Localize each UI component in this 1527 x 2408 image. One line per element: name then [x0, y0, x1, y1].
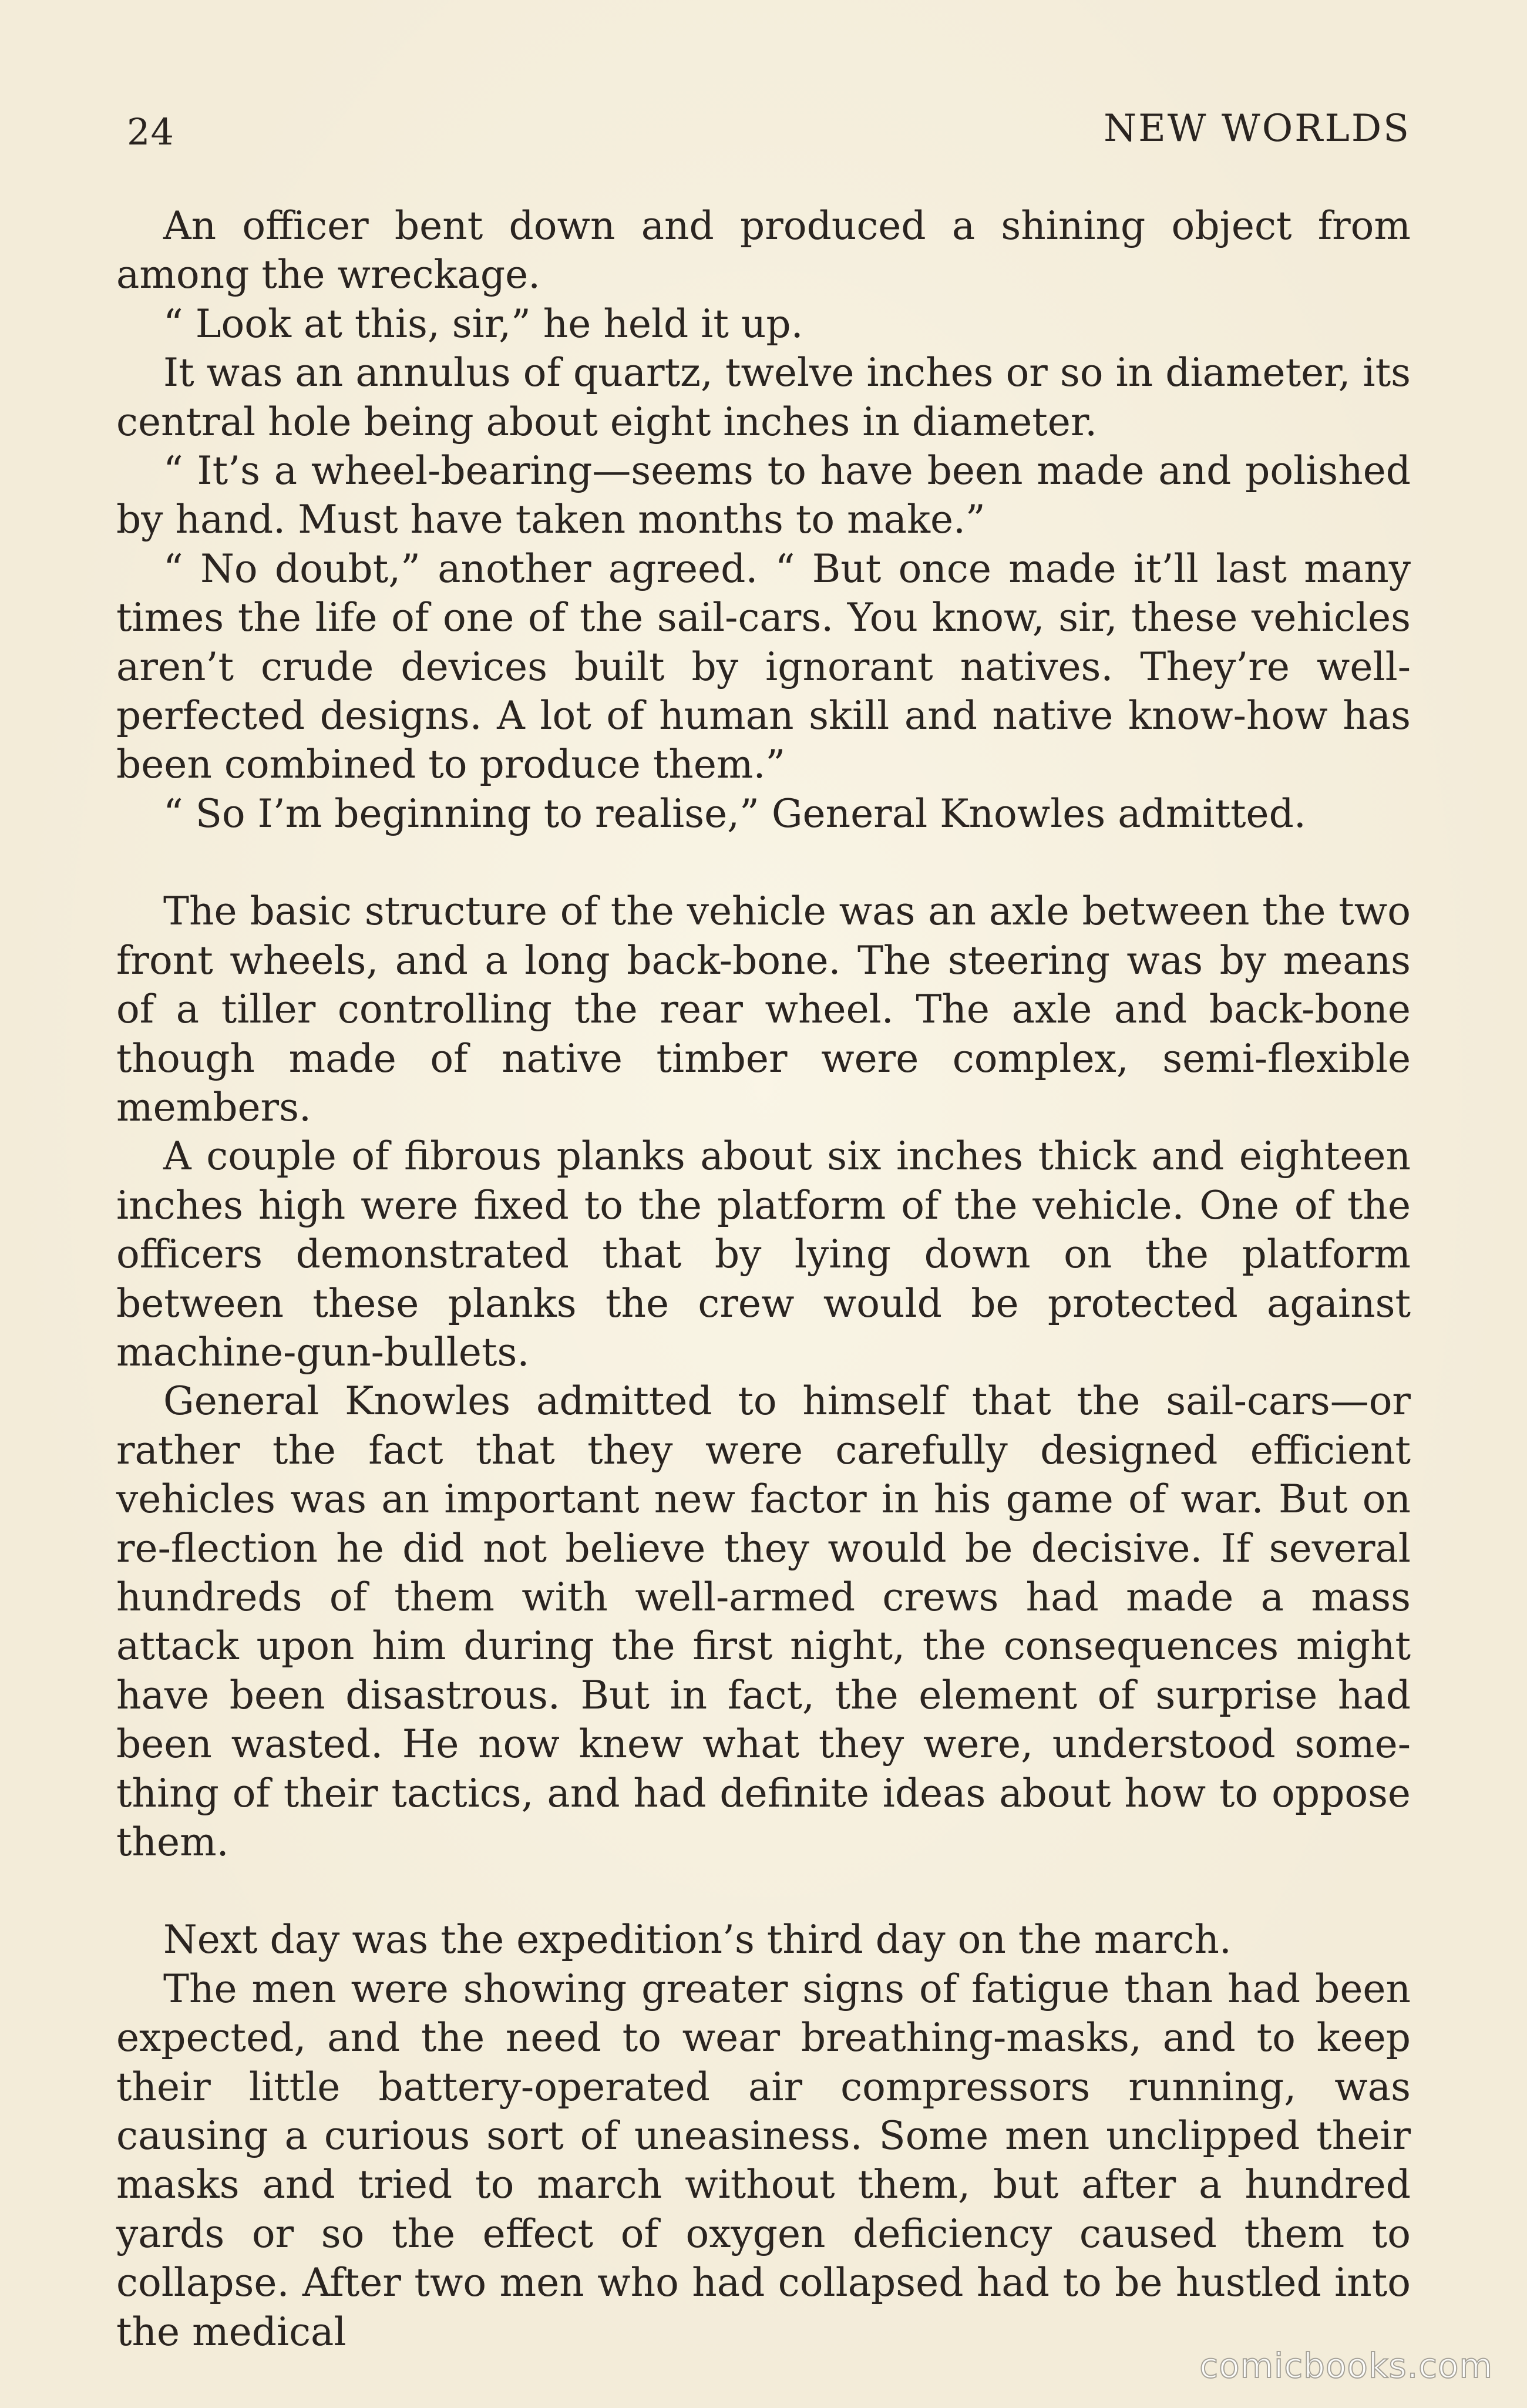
paragraph: The basic structure of the vehicle was an axle between the two front wheels, and a long back-bone. The steering was by means of a tiller controlling the rear wheel. The axle and back-bone though made of native timber were complex, semi-flexible members. — [116, 889, 1411, 1130]
paragraph: Next day was the expedition’s third day on the march. — [163, 1917, 1232, 1963]
paragraph: “ No doubt,” another agreed. “ But once made it’ll last many times the life of one of the sail-cars. You know, sir, these vehicles aren’t crude devices built by ignorant natives. They’re well-perfected designs. A lot of human skill and native know-how has been combined to produce them.” — [116, 546, 1411, 788]
paragraph: “ Look at this, sir,” he held it up. — [163, 301, 803, 347]
running-head — [116, 100, 1411, 164]
paragraph: The men were showing greater signs of fatigue than had been expected, and the need to wear breathing-masks, and to keep their little battery-operated air compressors running, was causing a curious sort of uneasiness. Some men unclipped their masks and tried to march without them, but after a hundred yards or so the effect of oxygen deficiency caused them to collapse. After two men who had collapsed had to be hustled into the medical — [116, 1966, 1411, 2355]
body-text — [116, 201, 1411, 2356]
paragraph: It was an annulus of quartz, twelve inches or so in diameter, its central hole being about eight inches in diameter. — [116, 350, 1411, 445]
paragraph: “ So I’m beginning to realise,” General Knowles admitted. — [163, 791, 1306, 836]
paragraph: A couple of fibrous planks about six inches thick and eighteen inches high were fixed to the platform of the vehicle. One of the officers demonstrated that by lying down on the platform between these planks the crew would be protected against machine-gun-bullets. — [116, 1134, 1411, 1375]
paragraph: “ It’s a wheel-bearing—seems to have been made and polished by hand. Must have taken months to make.” — [116, 448, 1411, 543]
text-section — [116, 1915, 1411, 2356]
section-break — [116, 838, 1411, 887]
text-section — [116, 887, 1411, 1866]
paragraph: General Knowles admitted to himself that the sail-cars—or rather the fact that they were carefully designed efficient vehicles was an important new factor in his game of war. But on re-flection he did not believe they would be decisive. If several hundreds of them with well-armed crews had made a mass attack upon him during the first night, the consequences might have been disastrous. But in fact, the element of surprise had been wasted. He now knew what they were, understood some-thing of their tactics, and had definite ideas about how to oppose them. — [116, 1378, 1411, 1865]
section-break — [116, 1866, 1411, 1915]
watermark: comicbooks.com — [1199, 2346, 1493, 2386]
page-number: 24 — [127, 110, 174, 153]
text-section — [116, 201, 1411, 838]
running-title: NEW WORLDS — [1104, 107, 1411, 150]
paragraph: An officer bent down and produced a shining object from among the wreckage. — [116, 203, 1411, 298]
